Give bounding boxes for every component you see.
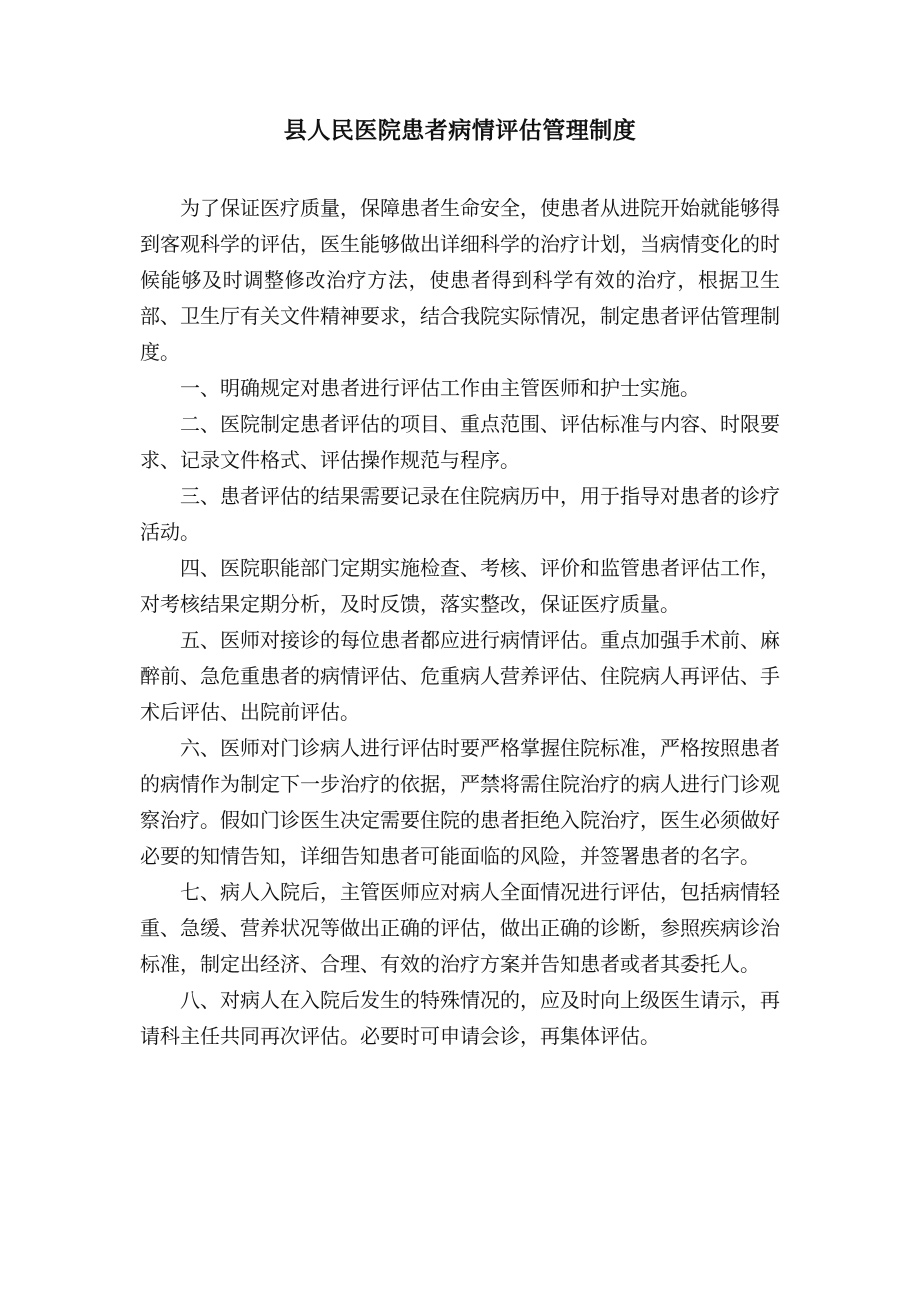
rule-paragraph-1: 一、明确规定对患者进行评估工作由主管医师和护士实施。 (180, 376, 700, 400)
rule-paragraph-4: 四、医院职能部门定期实施检查、考核、评价和监管患者评估工作，对考核结果定期分析，及时反馈，落实整改，保证医疗质量。 (140, 556, 780, 616)
rule-paragraph-5: 五、医师对接诊的每位患者都应进行病情评估。重点加强手术前、麻醉前、急危重患者的病情评估、危重病人营养评估、住院病人再评估、手术后评估、出院前评估。 (140, 628, 780, 724)
rule-paragraph-6: 六、医师对门诊病人进行评估时要严格掌握住院标准，严格按照患者的病情作为制定下一步治疗的依据，严禁将需住院治疗的病人进行门诊观察治疗。假如门诊医生决定需要住院的患者拒绝入院治疗，医生必须做好必要的知情告知，详细告知患者可能面临的风险，并签署患者的名字。 (140, 736, 780, 868)
rule-paragraph-3: 三、患者评估的结果需要记录在住院病历中，用于指导对患者的诊疗活动。 (140, 484, 780, 544)
rule-paragraph-8: 八、对病人在入院后发生的特殊情况的，应及时向上级医生请示，再请科主任共同再次评估。必要时可申请会诊，再集体评估。 (140, 988, 780, 1048)
document-body (140, 190, 780, 1054)
document-title: 县人民医院患者病情评估管理制度 (283, 118, 637, 144)
rule-paragraph-7: 七、病人入院后，主管医师应对病人全面情况进行评估，包括病情轻重、急缓、营养状况等做出正确的评估，做出正确的诊断，参照疾病诊治标准，制定出经济、合理、有效的治疗方案并告知患者或者其委托人。 (140, 880, 780, 976)
rule-paragraph-2: 二、医院制定患者评估的项目、重点范围、评估标准与内容、时限要求、记录文件格式、评估操作规范与程序。 (140, 412, 780, 472)
intro-paragraph: 为了保证医疗质量，保障患者生命安全，使患者从进院开始就能够得到客观科学的评估，医生能够做出详细科学的治疗计划，当病情变化的时候能够及时调整修改治疗方法，使患者得到科学有效的治疗，根据卫生部、卫生厅有关文件精神要求，结合我院实际情况，制定患者评估管理制度。 (140, 196, 780, 364)
